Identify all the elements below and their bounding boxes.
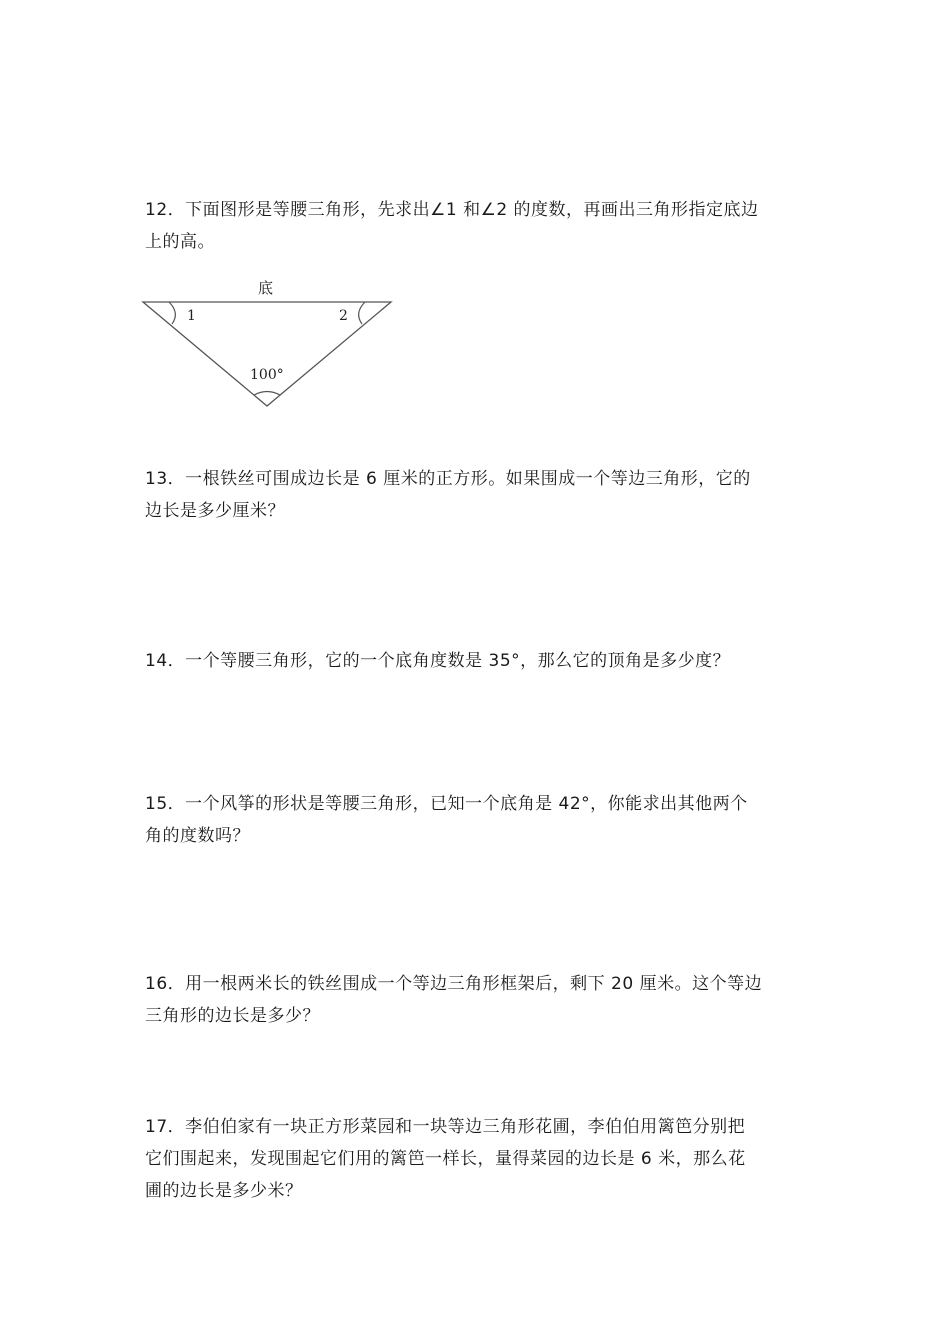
question-15-line-2: 角的度数吗？	[145, 826, 250, 846]
apex-angle-arc	[254, 392, 280, 396]
question-12-line-2: 上的高。	[145, 232, 215, 252]
question-17-line-2: 它们围起来，发现围起它们用的篱笆一样长，量得菜园的边长是 6 米，那么花	[145, 1149, 746, 1169]
question-16-line-2: 三角形的边长是多少？	[145, 1006, 320, 1026]
angle-1-arc	[169, 302, 175, 324]
question-13	[145, 463, 810, 527]
angle-2-arc	[359, 302, 365, 324]
question-12	[145, 194, 810, 258]
angle-1-label: 1	[187, 308, 196, 324]
question-13-line-1: 13．一根铁丝可围成边长是 6 厘米的正方形。如果围成一个等边三角形，它的	[145, 469, 751, 489]
question-12-line-1: 12．下面图形是等腰三角形，先求出∠1 和∠2 的度数，再画出三角形指定底边	[145, 200, 759, 220]
question-14	[145, 645, 810, 677]
question-17-line-3: 圃的边长是多少米？	[145, 1181, 303, 1201]
angle-2-label: 2	[339, 308, 348, 324]
triangle-outline	[143, 302, 391, 406]
question-15-line-1: 15．一个风筝的形状是等腰三角形，已知一个底角是 42°，你能求出其他两个	[145, 794, 748, 814]
base-label: 底	[258, 279, 274, 297]
question-13-line-2: 边长是多少厘米？	[145, 501, 285, 521]
question-16	[145, 968, 810, 1032]
question-15	[145, 788, 810, 852]
isosceles-triangle-figure	[140, 272, 400, 412]
question-17-line-1: 17．李伯伯家有一块正方形菜园和一块等边三角形花圃，李伯伯用篱笆分别把	[145, 1117, 746, 1137]
question-14-line-1: 14．一个等腰三角形，它的一个底角度数是 35°，那么它的顶角是多少度？	[145, 651, 731, 671]
question-17	[145, 1111, 810, 1207]
question-16-line-1: 16．用一根两米长的铁丝围成一个等边三角形框架后，剩下 20 厘米。这个等边	[145, 974, 763, 994]
apex-angle-label: 100°	[250, 367, 284, 383]
